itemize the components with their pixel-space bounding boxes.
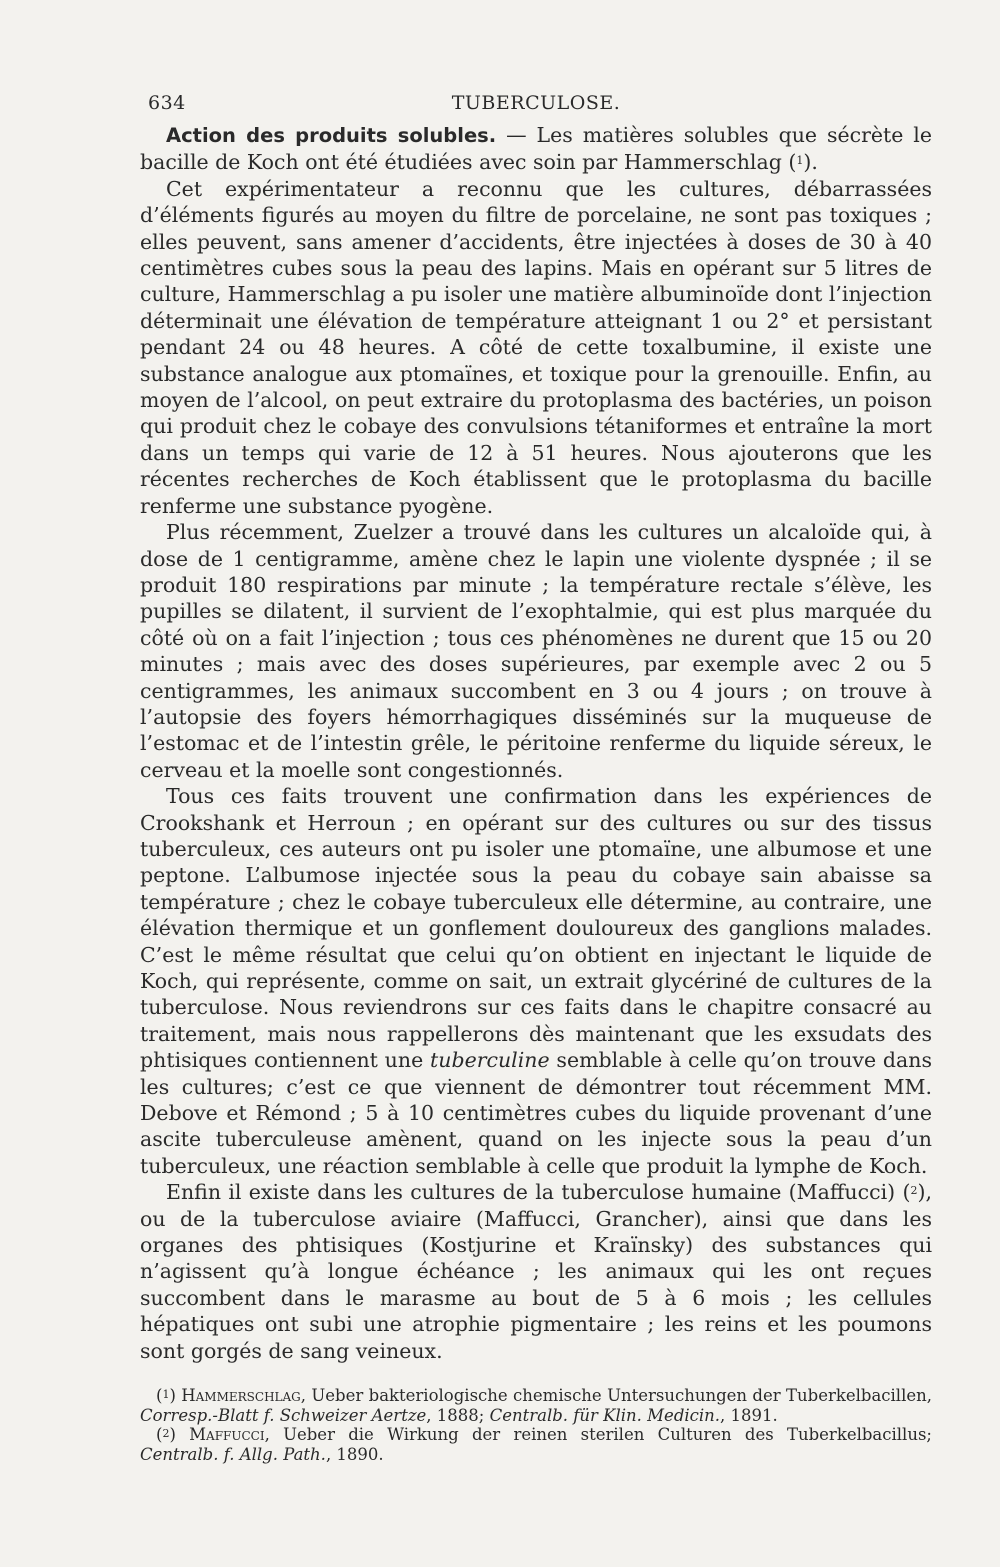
body-text — [140, 122, 932, 1364]
footnote-2-end: , 1890. — [325, 1444, 384, 1464]
footnotes — [140, 1386, 932, 1464]
paragraph-2: Cet expérimentateur a reconnu que les cultures, débarrassées d’éléments figurés au moyen du filtre de porcelaine, ne sont pas toxiques ; elles peuvent, sans amener d’accidents, être injectées à doses de 30 à 40 centimètres cubes sous la peau des lapins. Mais en opérant sur 5 litres de culture, Hammerschlag a pu isoler une matière albuminoïde dont l’injection déterminait une élévation de température atteignant 1 ou 2° et persistant pendant 24 ou 48 heures. A côté de cette toxalbumine, il existe une substance analogue aux ptomaïnes, et toxique pour la grenouille. Enfin, au moyen de l’alcool, on peut extraire du protoplasma des bactéries, un poison qui produit chez le cobaye des convulsions tétaniformes et entraîne la mort dans un temps qui varie de 12 à 51 heures. Nous ajouterons que les récentes recherches de Koch établissent que le protoplasma du bacille renferme une substance pyogène. — [140, 176, 932, 518]
page-number: 634 — [148, 92, 186, 114]
footnote-1-author: Hammerschlag — [181, 1386, 301, 1406]
paragraph-1-end: ). — [803, 150, 818, 175]
footnote-ref-1: 1 — [796, 154, 804, 168]
paragraph-4 — [140, 783, 932, 1179]
footnote-ref-2: 2 — [910, 1184, 918, 1198]
footnote-1-mid: , 1888; — [426, 1405, 490, 1425]
paragraph-4-text: Tous ces faits trouvent une confirmation dans les expériences de Crookshank et Herroun ; en opérant sur des cultures ou sur des tissus tuberculeux, ces auteurs ont pu isoler une ptomaïne, une albumose et une peptone. L’albumose injectée sous la peau du cobaye sain abaisse sa température ; chez le cobaye tuberculeux elle détermine, au contraire, une élévation thermique et un gonflement douloureux des ganglions malades. C’est le même résultat que celui qu’on obtient en injectant le liquide de Koch, qui représente, comme on sait, un extrait glycériné de cultures de la tuberculose. Nous reviendrons sur ces faits dans le chapitre consacré au traitement, mais nous rappellerons dès maintenant que les exsudats des phtisiques contiennent une — [140, 784, 932, 1073]
footnote-1-mark: 1 — [162, 1388, 170, 1402]
paragraph-5 — [140, 1179, 932, 1364]
footnote-2-author: Maffucci — [189, 1425, 265, 1445]
paragraph-4-text-end: semblable à celle qu’on trouve dans les cultures; c’est ce que viennent de démontrer tout récemment MM. Debove et Rémond ; 5 à 10 centimètres cubes du liquide provenant d’une ascite tuberculeuse amènent, quand on les injecte sous la peau d’un tuberculeux, une réaction semblable à celle que produit la lymphe de Koch. — [140, 1048, 932, 1178]
paragraph-5-text: Enfin il existe dans les cultures de la tuberculose humaine (Maffucci) ( — [166, 1180, 911, 1205]
footnote-1: ($^1$) Hammerschlag, Ueber bakteriologische chemische Untersuchungen der Tuberkelbacillen, Corresp.-Blatt f. Schweizer Aertze, 1888; Centralb. für Klin. Medicin., 1891. — [140, 1386, 932, 1425]
footnote-2-title: , Ueber die Wirkung der reinen sterilen Culturen des Tuberkelbacillus; — [264, 1425, 932, 1445]
paragraph-1-text: — Les matières solubles que sécrète le bacille de Koch ont été étudiées avec soin par Hammerschlag ( — [140, 123, 932, 175]
paragraph-3: Plus récemment, Zuelzer a trouvé dans les cultures un alcaloïde qui, à dose de 1 centigramme, amène chez le lapin une violente dyspnée ; il se produit 180 respirations par minute ; la température rectale s’élève, les pupilles se dilatent, il survient de l’exophtalmie, qui est plus marquée du côté où on a fait l’injection ; tous ces phénomènes ne durent que 15 ou 20 minutes ; mais avec des doses supérieures, par exemple avec 2 ou 5 centigrammes, les animaux succombent en 3 ou 4 jours ; on trouve à l’autopsie des foyers hémorrhagiques disséminés sur la muqueuse de l’estomac et de l’intestin grêle, le péritoine renferme du liquide séreux, le cerveau et la moelle sont congestionnés. — [140, 520, 932, 782]
section-heading: Action des produits solubles. — [166, 124, 497, 147]
footnote-2: ($^2$) Maffucci, Ueber die Wirkung der reinen sterilen Culturen des Tuberkelbacillus; Centralb. f. Allg. Path., 1890. — [140, 1425, 932, 1464]
footnote-1-journal-1: Corresp.-Blatt f. Schweizer Aertze — [140, 1405, 427, 1425]
running-title: TUBERCULOSE. — [451, 92, 621, 114]
paragraph-5-text-end: ), ou de la tuberculose aviaire (Maffucci, Grancher), ainsi que dans les organes des phtisiques (Kostjurine et Kraïnsky) des substances qui n’agissent qu’à longue échéance ; les animaux qui les ont reçues succombent dans le marasme au bout de 5 à 6 mois ; les cellules hépatiques ont subi une atrophie pigmentaire ; les reins et les poumons sont gorgés de sang veineux. — [140, 1180, 932, 1363]
footnote-2-mark: 2 — [162, 1427, 170, 1441]
paragraph-4-italic-term: tuberculine — [430, 1048, 550, 1073]
footnote-1-title: , Ueber bakteriologische chemische Untersuchungen der Tuberkelbacillen, — [300, 1386, 932, 1406]
page-content — [140, 92, 932, 1464]
footnote-1-journal-2: Centralb. für Klin. Medicin. — [489, 1405, 721, 1425]
running-head — [140, 92, 932, 120]
paragraph-1 — [140, 122, 932, 176]
footnote-2-journal: Centralb. f. Allg. Path. — [140, 1444, 326, 1464]
footnote-1-end: , 1891. — [720, 1405, 778, 1425]
